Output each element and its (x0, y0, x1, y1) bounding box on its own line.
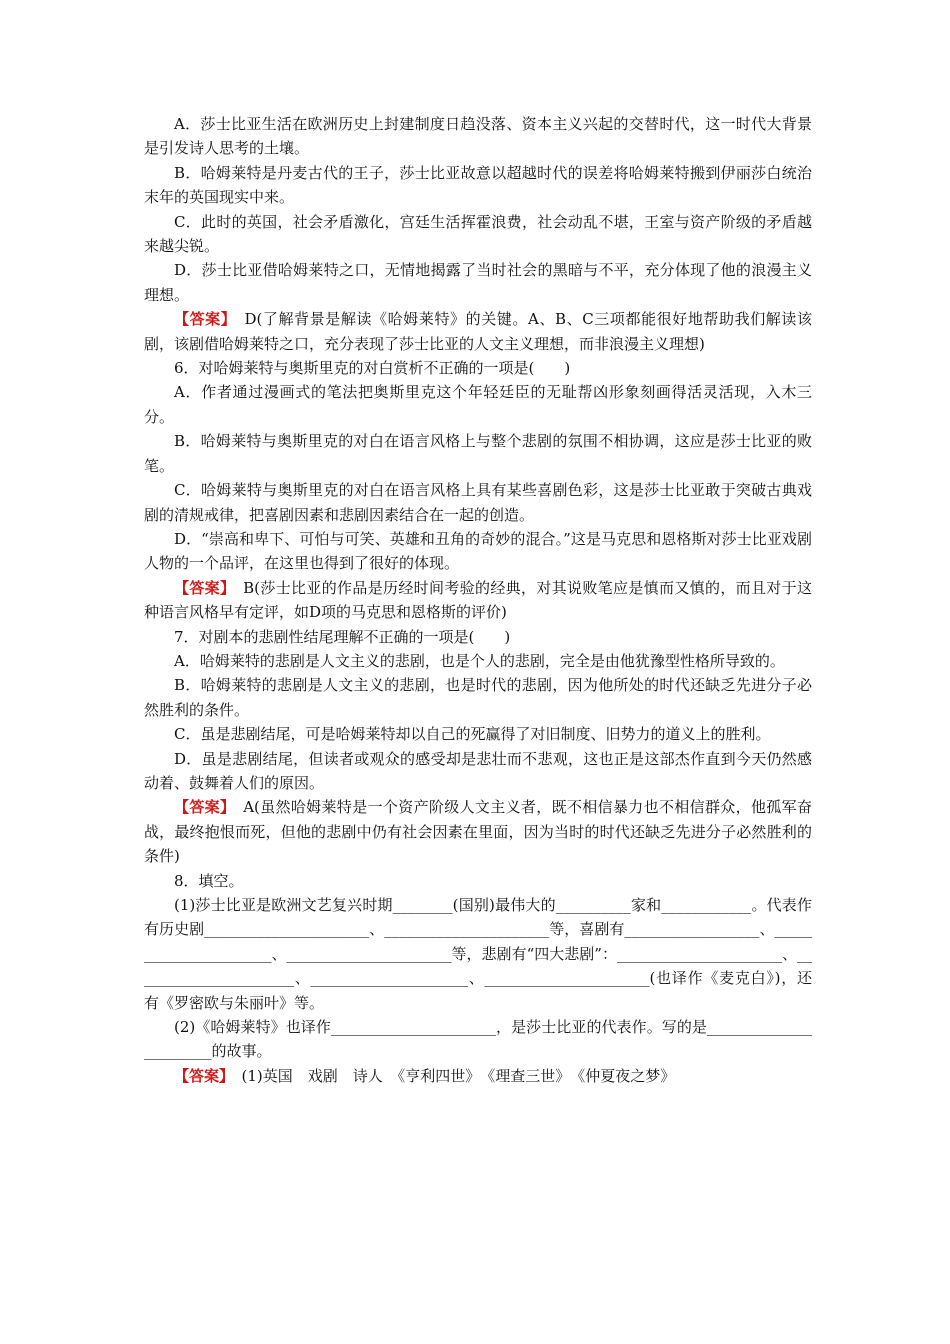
text-paragraph: A．莎士比亚生活在欧洲历史上封建制度日趋没落、资本主义兴起的交替时代，这一时代大背景是引发诗人思考的土壤。 (144, 115, 812, 158)
text-paragraph: (1)莎士比亚是欧洲文艺复兴时期________(国别)最伟大的__________家和____________。代表作有历史剧______________________、______________________等，喜剧有__________________、______________________、______________________等，悲剧有“四大悲剧”：______________________、______________________、_____________________、______________________(也译作《麦克白》)，还有《罗密欧与朱丽叶》等。 (144, 896, 812, 1012)
text-paragraph: 8．填空。 (174, 871, 244, 890)
answer-paragraph (144, 307, 812, 356)
text-paragraph: (2)《哈姆莱特》也译作______________________，是莎士比亚的代表作。写的是_______________________的故事。 (144, 1018, 812, 1061)
text-paragraph: B．哈姆莱特的悲剧是人文主义的悲剧，也是时代的悲剧，因为他所处的时代还缺乏先进分子必然胜利的条件。 (144, 676, 812, 719)
answer-label: 【答案】 (174, 798, 228, 817)
text-paragraph: D．“崇高和卑下、可怕与可笑、英雄和丑角的奇妙的混合。”这是马克思和恩格斯对莎士比亚戏剧人物的一个品评，在这里也得到了很好的体现。 (144, 529, 812, 573)
answer-text: (1)英国 戏剧 诗人 《亨利四世》 《理查三世》 《仲夏夜之梦》 (226, 1066, 676, 1085)
text-paragraph: A．作者通过漫画式的笔法把奥斯里克这个年轻廷臣的无耻帮凶形象刻画得活灵活现，入木三分。 (144, 383, 812, 426)
text-paragraph: B．哈姆莱特是丹麦古代的王子，莎士比亚故意以超越时代的误差将哈姆莱特搬到伊丽莎白统治末年的英国现实中来。 (144, 163, 812, 207)
text-paragraph: 7．对剧本的悲剧性结尾理解不正确的一项是( ) (174, 627, 511, 646)
text-paragraph: C．哈姆莱特与奥斯里克的对白在语言风格上具有某些喜剧色彩，这是莎士比亚敢于突破古典戏剧的清规戒律，把喜剧因素和悲剧因素结合在一起的创造。 (144, 481, 812, 524)
text-paragraph: 6．对哈姆莱特与奥斯里克的对白赏析不正确的一项是( ) (174, 359, 571, 378)
answer-paragraph (144, 1064, 812, 1088)
text-paragraph: D．虽是悲剧结尾，但读者或观众的感受却是悲壮而不悲观，这也正是这部杰作直到今天仍然感动着、鼓舞着人们的原因。 (144, 749, 812, 792)
answer-paragraph (144, 795, 812, 868)
answer-text: A(虽然哈姆莱特是一个资产阶级人文主义者，既不相信暴力也不相信群众，他孤军奋战，最终抱恨而死，但他的悲剧中仍有社会因素在里面，因为当时的时代还缺乏先进分子必然胜利的条件) (144, 798, 812, 866)
answer-label: 【答案】 (174, 310, 229, 329)
text-paragraph: C．虽是悲剧结尾，可是哈姆莱特却以自己的死赢得了对旧制度、旧势力的道义上的胜利。 (174, 725, 771, 744)
text-paragraph: A．哈姆莱特的悲剧是人文主义的悲剧，也是个人的悲剧，完全是由他犹豫型性格所导致的。 (174, 651, 785, 670)
answer-label: 【答案】 (174, 578, 228, 597)
text-paragraph: C．此时的英国，社会矛盾激化，宫廷生活挥霍浪费，社会动乱不堪，王室与资产阶级的矛盾越来越尖锐。 (144, 212, 812, 256)
answer-paragraph (144, 576, 812, 625)
answer-text: D(了解背景是解读《哈姆莱特》的关键。A、B、C三项都能很好地帮助我们解读该剧，该剧借哈姆莱特之口，充分表现了莎士比亚的人文主义理想，而非浪漫主义理想) (144, 310, 812, 353)
answer-label: 【答案】 (174, 1066, 227, 1085)
text-paragraph: B．哈姆莱特与奥斯里克的对白在语言风格上与整个悲剧的氛围不相协调，这应是莎士比亚的败笔。 (144, 432, 812, 475)
text-paragraph: D．莎士比亚借哈姆莱特之口，无情地揭露了当时社会的黑暗与不平，充分体现了他的浪漫主义理想。 (144, 261, 812, 304)
answer-text: B(莎士比亚的作品是历经时间考验的经典，对其说败笔应是慎而又慎的，而且对于这种语言风格早有定评，如D项的马克思和恩格斯的评价) (144, 578, 812, 622)
document-page (144, 112, 812, 1088)
